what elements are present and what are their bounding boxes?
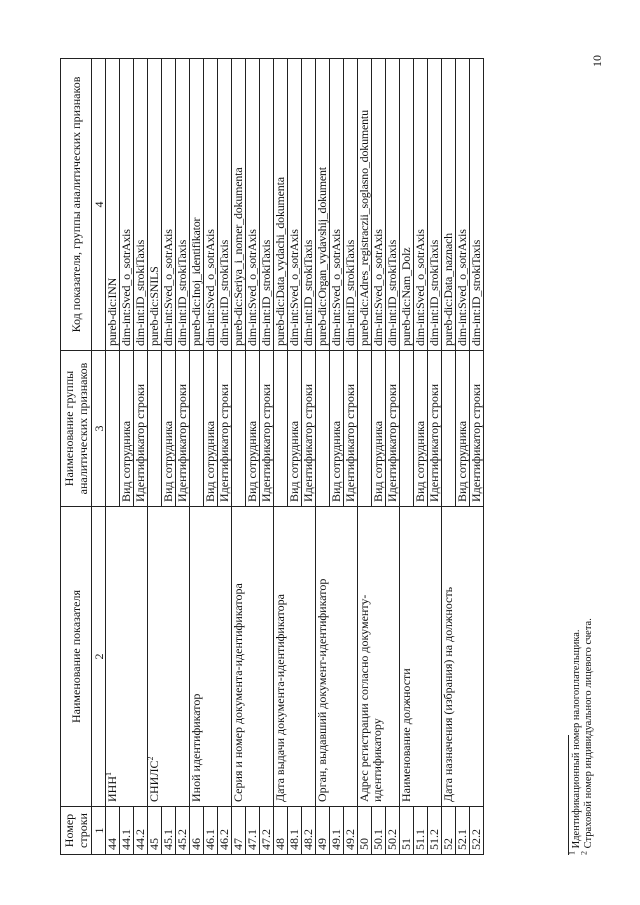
indicator-name: Дата назначения (избрания) на должность xyxy=(441,586,455,802)
row-number-cell: 50 xyxy=(358,807,372,855)
group-name-cell: Вид сотрудника xyxy=(372,351,386,507)
table-row xyxy=(190,59,204,855)
indicator-table xyxy=(60,58,484,855)
table-body xyxy=(106,59,484,855)
group-name-cell: Идентификатор строки xyxy=(302,351,316,507)
code-cell: dim-int:Sved_o_sotrAxis xyxy=(372,59,386,351)
code-cell: pureb-dic:Nam_Dolz xyxy=(400,59,414,351)
row-number-cell: 46.1 xyxy=(204,807,218,855)
group-name-cell xyxy=(148,351,162,507)
row-number-cell: 47.1 xyxy=(246,807,260,855)
indicator-name: Наименование должности xyxy=(399,668,413,802)
row-number-cell: 49.2 xyxy=(344,807,358,855)
footnote-reference: 1 xyxy=(104,772,113,776)
indicator-name-cell xyxy=(274,507,316,807)
group-name-cell: Вид сотрудника xyxy=(288,351,302,507)
group-name-cell: Вид сотрудника xyxy=(246,351,260,507)
group-name-cell: Идентификатор строки xyxy=(386,351,400,507)
group-name-cell: Идентификатор строки xyxy=(218,351,232,507)
code-cell: dim-int:ID_strokiTaxis xyxy=(344,59,358,351)
group-name-cell xyxy=(400,351,414,507)
group-name-cell: Вид сотрудника xyxy=(162,351,176,507)
indicator-name-cell xyxy=(358,507,400,807)
header-row-number: Номер строки xyxy=(61,807,92,855)
header-num-2: 2 xyxy=(92,507,106,807)
page-number: 10 xyxy=(590,55,604,67)
row-number-cell: 46.2 xyxy=(218,807,232,855)
code-cell: dim-int:ID_strokiTaxis xyxy=(428,59,442,351)
code-cell: dim-int:ID_strokiTaxis xyxy=(470,59,484,351)
row-number-cell: 52.2 xyxy=(470,807,484,855)
group-name-cell: Вид сотрудника xyxy=(330,351,344,507)
group-name-cell xyxy=(106,351,120,507)
row-number-cell: 51 xyxy=(400,807,414,855)
row-number-cell: 47.2 xyxy=(260,807,274,855)
indicator-name-cell xyxy=(400,507,442,807)
footnotes xyxy=(568,155,595,855)
table-row xyxy=(232,59,246,855)
table-row xyxy=(400,59,414,855)
indicator-name: Дата выдачи документа-идентификатора xyxy=(273,594,287,802)
footnote-1 xyxy=(567,155,583,855)
code-cell: dim-int:ID_strokiTaxis xyxy=(386,59,400,351)
group-name-cell xyxy=(232,351,246,507)
row-number-cell: 49 xyxy=(316,807,330,855)
group-name-cell xyxy=(274,351,288,507)
code-cell: dim-int:ID_strokiTaxis xyxy=(134,59,148,351)
indicator-name: ИНН xyxy=(105,776,119,802)
indicator-name-cell xyxy=(442,507,484,807)
indicator-name-cell xyxy=(148,507,190,807)
row-number-cell: 47 xyxy=(232,807,246,855)
code-cell: dim-int:Sved_o_sotrAxis xyxy=(162,59,176,351)
code-cell: dim-int:Sved_o_sotrAxis xyxy=(414,59,428,351)
code-cell: dim-int:Sved_o_sotrAxis xyxy=(330,59,344,351)
group-name-cell: Идентификатор строки xyxy=(470,351,484,507)
code-cell: pureb-dic:SNILS xyxy=(148,59,162,351)
row-number-cell: 44 xyxy=(106,807,120,855)
group-name-cell: Вид сотрудника xyxy=(204,351,218,507)
table-row xyxy=(106,59,120,855)
group-name-cell: Вид сотрудника xyxy=(456,351,470,507)
group-name-cell: Вид сотрудника xyxy=(120,351,134,507)
row-number-cell: 51.2 xyxy=(428,807,442,855)
footnote-mark: 1 xyxy=(567,851,577,855)
code-cell: pureb-dic:INN xyxy=(106,59,120,351)
row-number-cell: 45 xyxy=(148,807,162,855)
header-code: Код показателя, группы аналитических признаков xyxy=(61,59,92,351)
row-number-cell: 52.1 xyxy=(456,807,470,855)
indicator-name: Орган, выдавший документ-идентификатор xyxy=(315,578,329,802)
group-name-cell xyxy=(442,351,456,507)
indicator-name: Серия и номер документа-идентификатора xyxy=(231,583,245,802)
footnote-text: Идентификационный номер налогоплательщика. xyxy=(571,629,582,849)
code-cell: dim-int:ID_strokiTaxis xyxy=(176,59,190,351)
indicator-name: Иной идентификатор xyxy=(189,693,203,802)
table-row xyxy=(274,59,288,855)
indicator-name-cell xyxy=(232,507,274,807)
footnote-text: Страховой номер индивидуального лицевого счета. xyxy=(583,618,594,849)
code-cell: pureb-dic:Adres_registraczii_soglasno_dokumentu xyxy=(358,59,372,351)
code-cell: dim-int:Sved_o_sotrAxis xyxy=(204,59,218,351)
row-number-cell: 51.1 xyxy=(414,807,428,855)
table-row xyxy=(442,59,456,855)
indicator-name: СНИЛС xyxy=(147,760,161,802)
code-cell: dim-int:Sved_o_sotrAxis xyxy=(120,59,134,351)
indicator-name: Адрес регистрации согласно документу-идентификатору xyxy=(357,594,384,802)
code-cell: pureb-dic:Inoj_identifikator xyxy=(190,59,204,351)
code-cell: dim-int:Sved_o_sotrAxis xyxy=(288,59,302,351)
group-name-cell: Идентификатор строки xyxy=(176,351,190,507)
code-cell: pureb-dic:Data_naznach xyxy=(442,59,456,351)
footnote-mark: 2 xyxy=(579,851,589,855)
header-group-name: Наименование группы аналитических признаков xyxy=(61,351,92,507)
footnote-rule xyxy=(568,735,569,855)
row-number-cell: 52 xyxy=(442,807,456,855)
indicator-name-cell xyxy=(190,507,232,807)
group-name-cell xyxy=(190,351,204,507)
group-name-cell xyxy=(358,351,372,507)
code-cell: pureb-dic:Seriya_i_nomer_dokumenta xyxy=(232,59,246,351)
row-number-cell: 46 xyxy=(190,807,204,855)
table-row xyxy=(316,59,330,855)
row-number-cell: 49.1 xyxy=(330,807,344,855)
group-name-cell: Вид сотрудника xyxy=(414,351,428,507)
group-name-cell: Идентификатор строки xyxy=(260,351,274,507)
table-row xyxy=(148,59,162,855)
group-name-cell xyxy=(316,351,330,507)
header-num-4: 4 xyxy=(92,59,106,351)
group-name-cell: Идентификатор строки xyxy=(344,351,358,507)
code-cell: dim-int:ID_strokiTaxis xyxy=(302,59,316,351)
row-number-cell: 50.2 xyxy=(386,807,400,855)
header-num-3: 3 xyxy=(92,351,106,507)
code-cell: dim-int:Sved_o_sotrAxis xyxy=(246,59,260,351)
group-name-cell: Идентификатор строки xyxy=(134,351,148,507)
indicator-name-cell xyxy=(106,507,148,807)
row-number-cell: 44.2 xyxy=(134,807,148,855)
row-number-cell: 45.2 xyxy=(176,807,190,855)
code-cell: dim-int:Sved_o_sotrAxis xyxy=(456,59,470,351)
row-number-cell: 48.1 xyxy=(288,807,302,855)
indicator-name-cell xyxy=(316,507,358,807)
row-number-cell: 48 xyxy=(274,807,288,855)
row-number-cell: 50.1 xyxy=(372,807,386,855)
table-row xyxy=(358,59,372,855)
row-number-cell: 45.1 xyxy=(162,807,176,855)
group-name-cell: Идентификатор строки xyxy=(428,351,442,507)
code-cell: dim-int:ID_strokiTaxis xyxy=(260,59,274,351)
row-number-cell: 48.2 xyxy=(302,807,316,855)
header-num-1: 1 xyxy=(92,807,106,855)
code-cell: pureb-dic:Data_vydachi_dokumenta xyxy=(274,59,288,351)
row-number-cell: 44.1 xyxy=(120,807,134,855)
footnote-reference: 2 xyxy=(146,756,155,761)
footnote-2 xyxy=(579,155,595,855)
code-cell: dim-int:ID_strokiTaxis xyxy=(218,59,232,351)
header-indicator-name: Наименование показателя xyxy=(61,507,92,807)
code-cell: pureb-dic:Organ_vydavshij_dokument xyxy=(316,59,330,351)
